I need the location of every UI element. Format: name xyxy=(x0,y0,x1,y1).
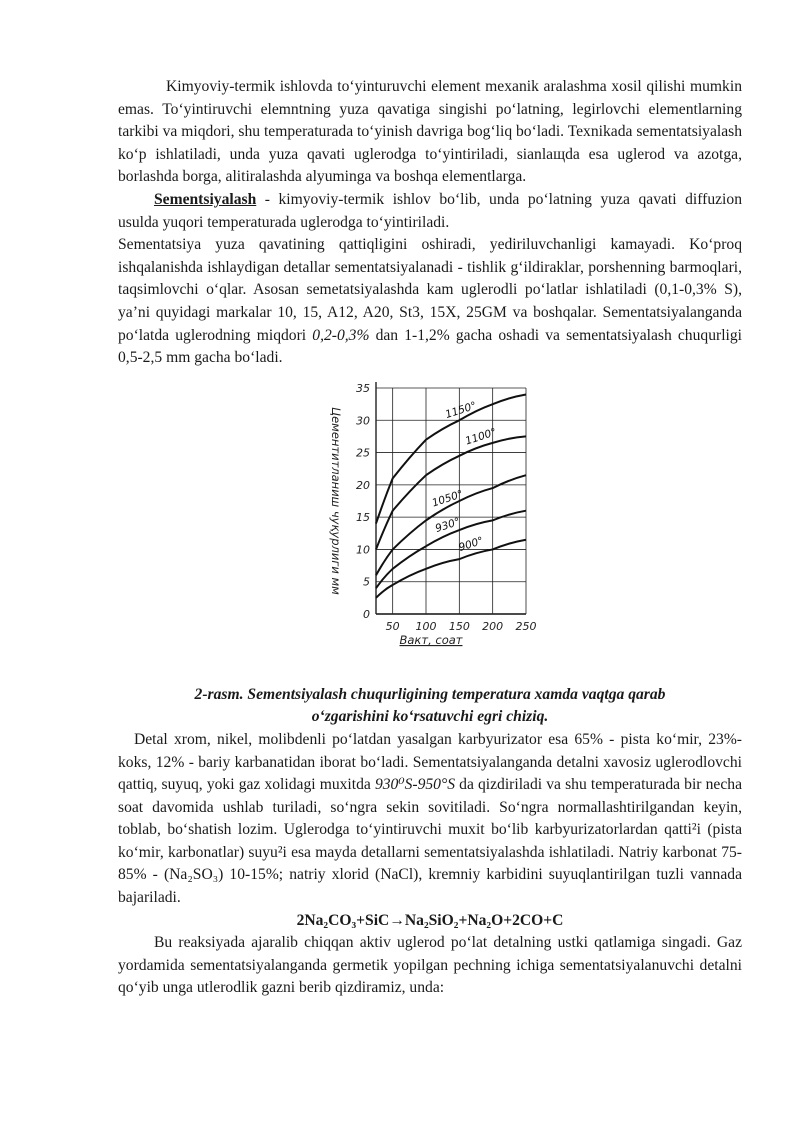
paragraph-karbyurizator-end: da qizdiriladi va shu temperaturada bir necha soat davomida ushlab turiladi, so‘ngra sekin sovitiladi. So‘ngra normallashtirilgandan keyin, toblab, bo‘shatish lozim. Uglerodga to‘yintiruvchi muxit bo‘lib karbyurizatorlardan qatti²i (pista ko‘mir, karbonatlar) suyu²i esa mayda detallarni sementatsiyalashda ishlatiladi. Natriy karbonat 75-85% - (Na₂SO₃) 10-15%; natriy xlorid (NaCl), kremniy karbidini suyuqlantirilgan tuzli vannada bajariladi. xyxy=(118,776,742,907)
figure-chart xyxy=(118,376,742,676)
series-label: 1100° xyxy=(463,425,499,448)
y-axis-label: Цементитланиш чуқурлиги мм xyxy=(329,406,343,595)
x-tick-label: 100 xyxy=(415,619,437,633)
chart-svg xyxy=(318,376,548,666)
term-sementsiyalash: Sementsiyalash xyxy=(154,190,257,208)
y-tick-label: 35 xyxy=(356,381,370,395)
x-tick-label: 50 xyxy=(385,619,400,633)
series-label: 1050° xyxy=(430,487,465,510)
paragraph-sementatsiya xyxy=(118,234,742,370)
paragraph-sementatsiya-text: Sementatsiya yuza qavatining qattiqligini oshiradi, yediriluvchanligi kamayadi. Ko‘proq ishqalanishda ishlaydigan detallar sementatsiyalanadi - tishlik g‘ildiraklar, porshenning barmoqlari, taqsimlovchi o‘qlar. Asosan semetatsiyalashda kam uglerodli po‘latlar ishlatiladi (0,1-0,3% S), ya’ni quyidagi markalar 10, 15, A12, A20, St3, 15X, 25GM va boshqalar. Sementatsiyalanganda po‘latda uglerodning miqdori xyxy=(118,236,742,344)
series-label: 900° xyxy=(457,534,485,554)
paragraph-sementatsiya-end: dan 1-1,2% gacha oshadi va sementatsiyalash chuqurligi 0,5-2,5 mm gacha bo‘ladi. xyxy=(118,326,742,367)
document-page xyxy=(118,76,742,1000)
paragraph-karbyurizator-text: Detal xrom, nikel, molibdenli po‘latdan yasalgan karbyurizator esa 65% - pista ko‘mir, 23%- koks, 12% - bariy karbanatidan iborat bo‘ladi. Sementatsiyalanganda detalni xavosiz uglerodlovchi qattiq, suyuq, yoki gaz xolidagi muxitda xyxy=(118,730,742,794)
y-tick-label: 15 xyxy=(356,510,370,524)
x-tick-label: 250 xyxy=(515,619,537,633)
y-tick-label: 20 xyxy=(356,478,370,492)
chemical-formula: 2Na₂CO₃+SiC→Na₂SiO₂+Na₂O+2CO+C xyxy=(296,911,564,929)
carbon-range-italic: 0,2-0,3% xyxy=(312,326,370,344)
y-tick-label: 5 xyxy=(363,575,370,589)
definition-text: - kimyoviy-termik ishlov bo‘lib, unda po‘latning yuza qavati diffuzion usulda yuqori temperaturada uglerodga to‘yintiriladi. xyxy=(118,190,742,231)
y-tick-label: 0 xyxy=(363,607,370,621)
y-tick-label: 25 xyxy=(356,446,370,460)
figure-caption-line1: 2-rasm. Sementsiyalash chuqurligining temperatura xamda vaqtga qarab xyxy=(194,685,666,703)
series-line xyxy=(376,539,526,597)
x-tick-label: 200 xyxy=(482,619,504,633)
y-tick-label: 30 xyxy=(356,414,370,428)
y-tick-label: 10 xyxy=(356,543,370,557)
paragraph-definition xyxy=(118,189,742,234)
figure-caption-line2: o‘zgarishini ko‘rsatuvchi egri chiziq. xyxy=(311,708,549,726)
paragraph-karbyurizator xyxy=(118,729,742,910)
series-label: 1150° xyxy=(443,399,479,421)
paragraph-intro: Kimyoviy-termik ishlovda to‘yinturuvchi element mexanik aralashma xosil qilishi mumkin emas. To‘yintiruvchi elemntning yuza qavatiga singishi po‘latning, legirlovchi elementlarning tarkibi va miqdori, shu temperaturada to‘yinish davriga bog‘liq bo‘ladi. Texnikada sementatsiyalash ko‘p ishlatiladi, unda yuza qavati uglerodga to‘yintiriladi, sianlaщda esa uglerod va azotga, borlashda borga, alitiralashda alyuminga va boshqa elementlarga. xyxy=(118,78,742,186)
paragraph-reaction: Bu reaksiyada ajaralib chiqqan aktiv uglerod po‘lat detalning ustki qatlamiga singadi. Gaz yordamida sementatsiyalanganda germetik yopilgan pechning ichiga sementatsiyalanuvchi detalni qo‘yib unga utlerodlik gazni berib qizdiramiz, unda: xyxy=(118,934,742,997)
temperature-italic: 930⁰S-950°S xyxy=(374,776,456,794)
x-tick-label: 150 xyxy=(448,619,470,633)
series-label: 930° xyxy=(433,515,462,535)
x-axis-label: Вакт, соат xyxy=(399,632,463,647)
